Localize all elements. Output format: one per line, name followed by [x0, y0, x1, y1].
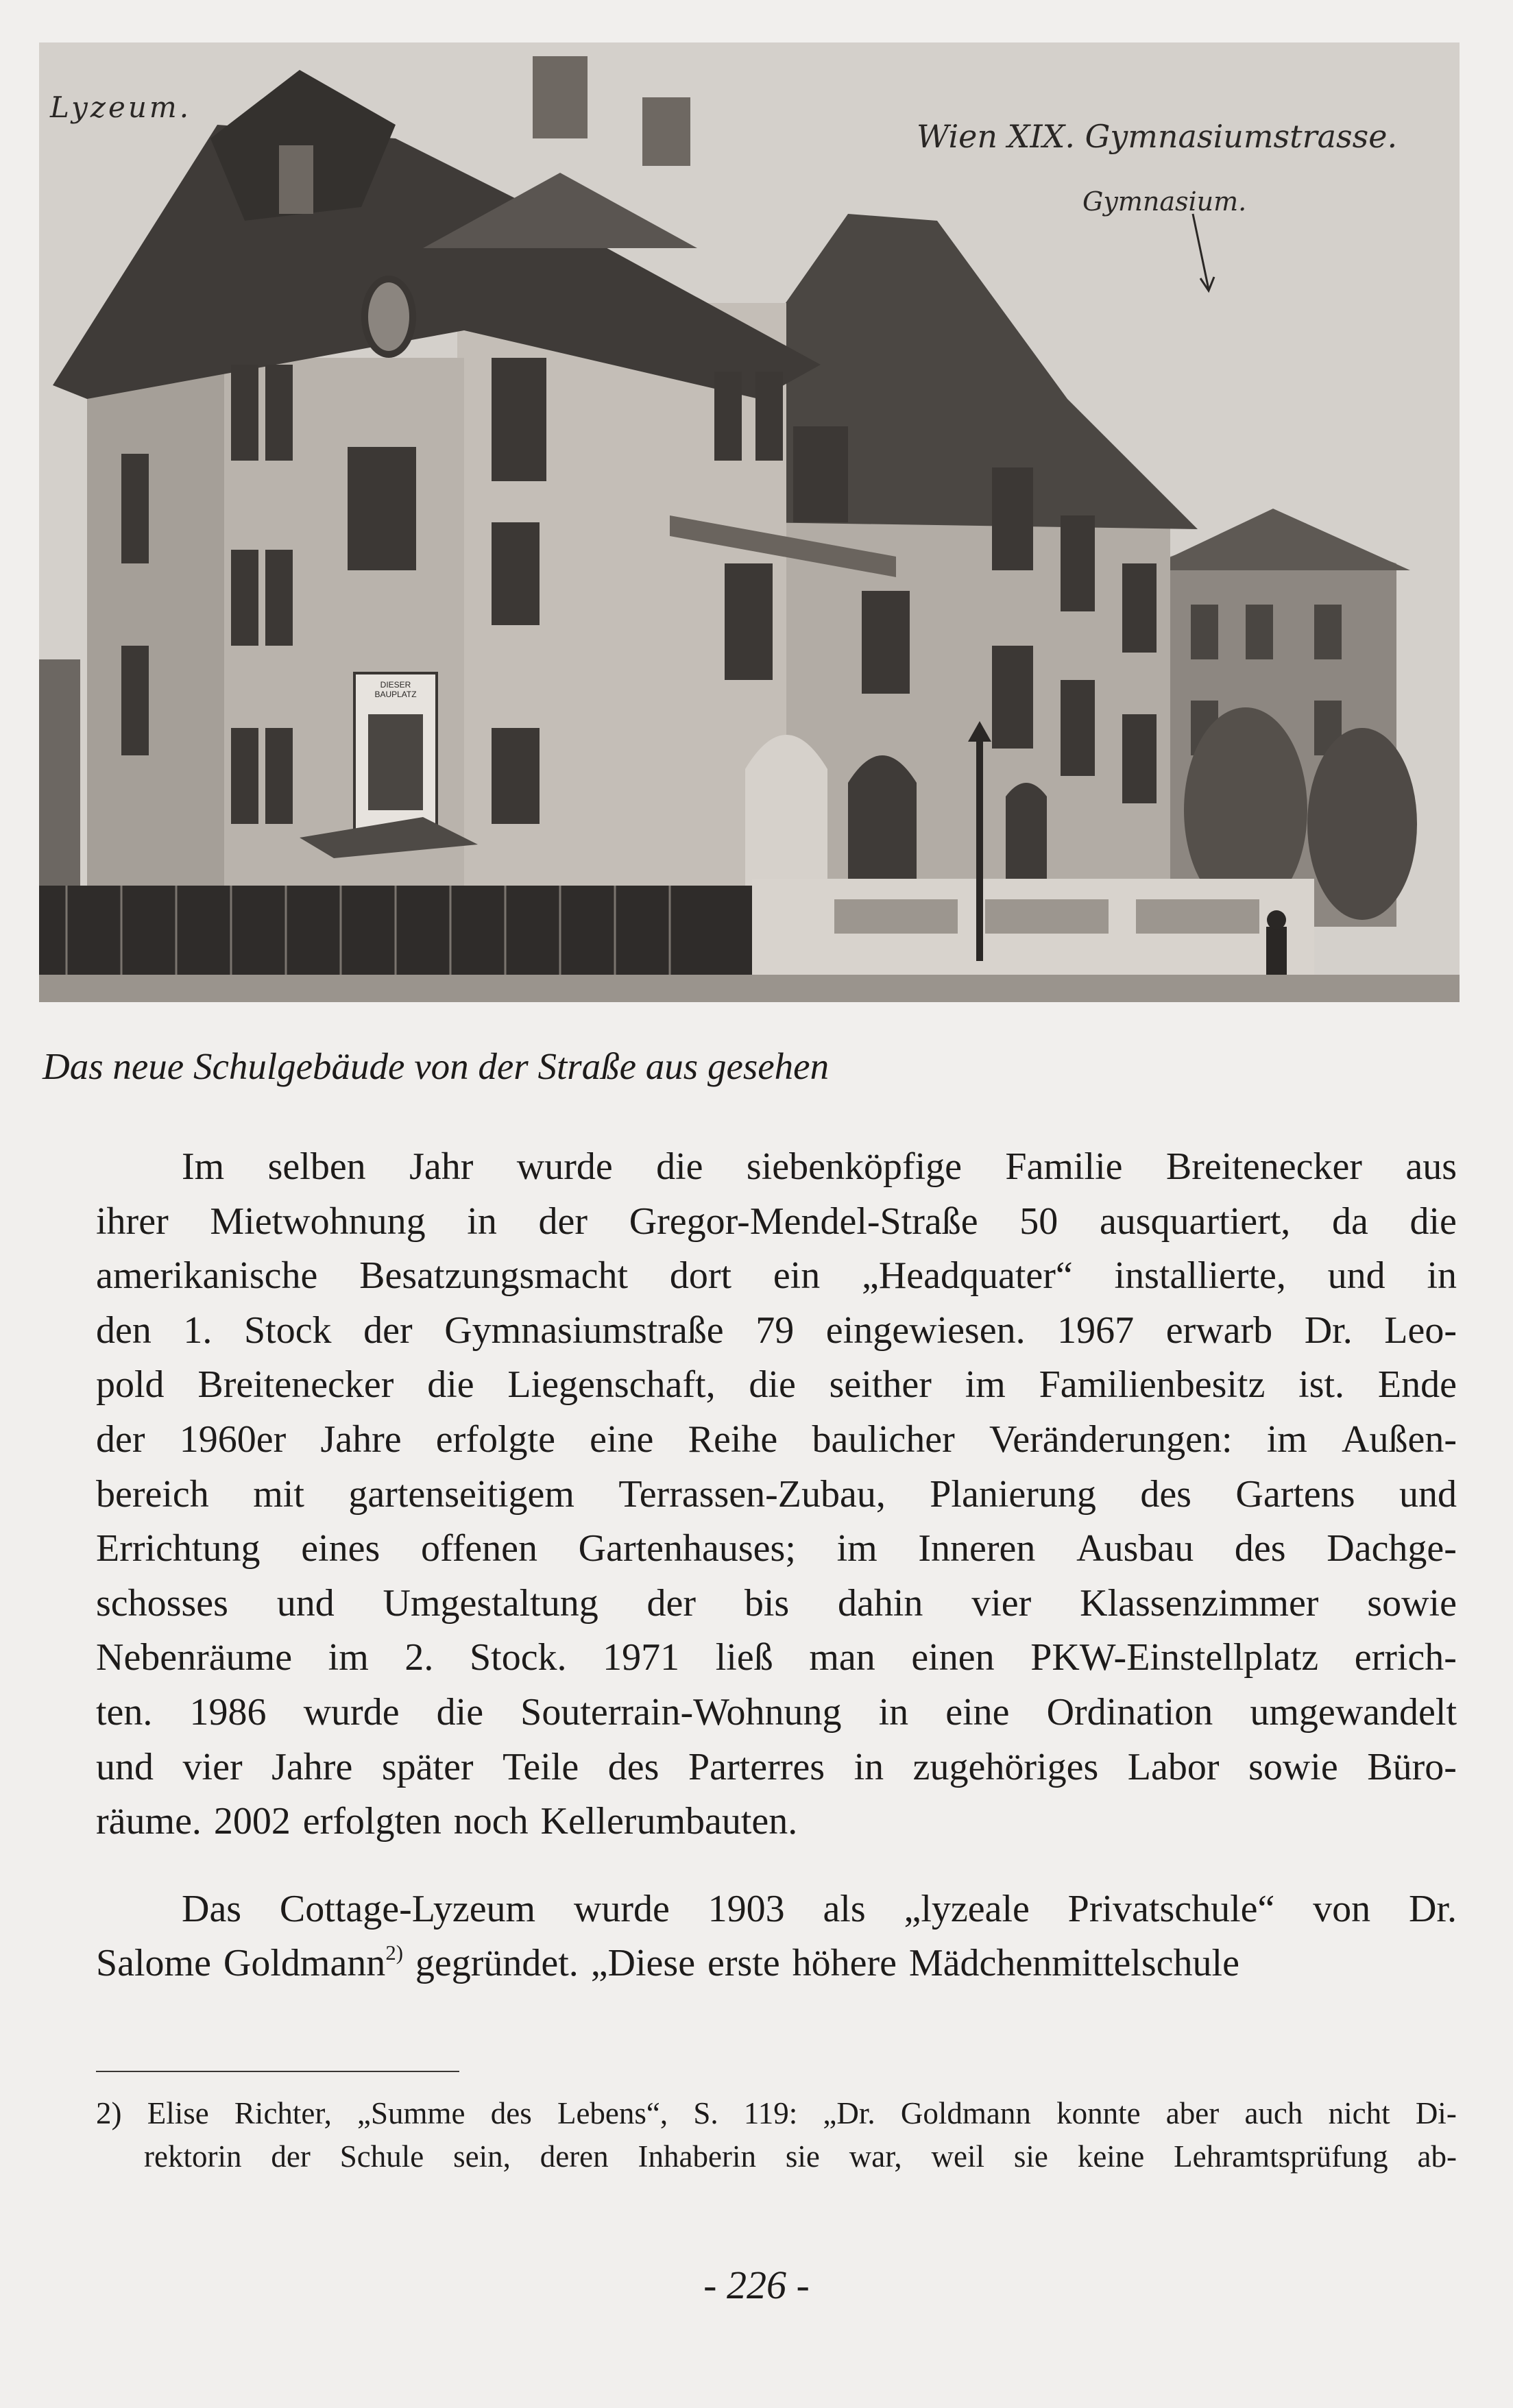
- word: 2): [96, 2096, 122, 2130]
- word: Inneren: [918, 1527, 1036, 1570]
- word: im: [1266, 1418, 1307, 1461]
- word: aber: [1165, 2096, 1220, 2130]
- word: PKW-Einstellplatz: [1030, 1636, 1319, 1679]
- word: bis: [744, 1581, 790, 1625]
- word: sie: [785, 2139, 820, 2174]
- word: siebenköpfige: [746, 1145, 963, 1188]
- word: Ende: [1377, 1363, 1457, 1407]
- word: Breitenecker: [197, 1363, 394, 1407]
- word: wurde: [573, 1887, 670, 1930]
- word: 1960er: [179, 1418, 287, 1461]
- word: als: [823, 1887, 866, 1930]
- text-line: [96, 1358, 1457, 1413]
- word: der: [271, 2139, 311, 2174]
- word: Richter,: [234, 2096, 332, 2130]
- word: 1.: [183, 1309, 213, 1352]
- word: Breitenecker: [1165, 1145, 1362, 1188]
- text-line: [96, 1249, 1457, 1304]
- word: Lebens“,: [557, 2096, 668, 2130]
- word: installierte,: [1114, 1254, 1286, 1298]
- word: Gartens: [1235, 1472, 1355, 1516]
- word: 1971: [603, 1636, 680, 1679]
- word: von: [1313, 1887, 1371, 1930]
- word: einen: [911, 1636, 995, 1679]
- word: 1967: [1057, 1309, 1135, 1352]
- photo-annotation-gymnasium: Gymnasium.: [1082, 186, 1247, 217]
- word: man: [809, 1636, 875, 1679]
- text-line: [96, 1577, 1457, 1631]
- word: eines: [301, 1527, 380, 1570]
- page-number: - 226 -: [703, 2263, 810, 2307]
- text-line: [96, 1686, 1457, 1740]
- word: 2.: [404, 1636, 434, 1679]
- word: Parterres: [688, 1745, 825, 1788]
- paragraph-2: [96, 1882, 1457, 1991]
- word: Ausbau: [1076, 1527, 1194, 1570]
- word: noch: [453, 1800, 529, 1843]
- word: des: [490, 2096, 532, 2130]
- paragraph-1: [96, 1140, 1457, 1849]
- footnote: [96, 2092, 1457, 2178]
- word: die: [1409, 1200, 1457, 1243]
- word: und: [1399, 1472, 1457, 1516]
- word: ist.: [1298, 1363, 1345, 1407]
- word: eine: [945, 1690, 1010, 1734]
- word: Terrassen-Zubau,: [618, 1472, 886, 1516]
- word: konnte: [1056, 2096, 1141, 2130]
- body-text: [96, 1140, 1457, 1991]
- word: „Headquater“: [862, 1254, 1073, 1298]
- word: der: [646, 1581, 697, 1625]
- word: Im: [182, 1145, 225, 1188]
- word: Salome: [96, 1942, 211, 1985]
- word: vier: [182, 1745, 243, 1788]
- word: vier: [971, 1581, 1032, 1625]
- word: rektorin: [144, 2139, 242, 2174]
- word: höhere: [792, 1942, 897, 1985]
- word: „lyzeale: [904, 1887, 1030, 1930]
- word: Gymnasiumstraße: [444, 1309, 724, 1352]
- word: Liegenschaft,: [507, 1363, 716, 1407]
- word: Jahre: [271, 1745, 353, 1788]
- word: im: [836, 1527, 877, 1570]
- word: in: [854, 1745, 884, 1788]
- word: schosses: [96, 1581, 228, 1625]
- word: in: [467, 1200, 497, 1243]
- word: Schule: [339, 2139, 424, 2174]
- word: Klassenzimmer: [1080, 1581, 1319, 1625]
- word: der: [538, 1200, 588, 1243]
- word: sie: [1013, 2139, 1048, 2174]
- text-line: [96, 1304, 1457, 1359]
- word: die: [656, 1145, 703, 1188]
- word: auch: [1244, 2096, 1303, 2130]
- word: der: [363, 1309, 413, 1352]
- word: eine: [590, 1418, 654, 1461]
- word: 119:: [743, 2096, 798, 2130]
- footnote-line: [144, 2135, 1457, 2178]
- word: amerikanische: [96, 1254, 318, 1298]
- word: Dr.: [1408, 1887, 1457, 1930]
- word: errich-: [1354, 1636, 1457, 1679]
- word: erwarb: [1165, 1309, 1273, 1352]
- word: erfolgten: [302, 1800, 441, 1843]
- word: Dachge-: [1327, 1527, 1457, 1570]
- word: baulicher: [812, 1418, 955, 1461]
- word: und: [276, 1581, 335, 1625]
- word: Planierung: [930, 1472, 1096, 1516]
- word: Familienbesitz: [1039, 1363, 1266, 1407]
- word: in: [1427, 1254, 1457, 1298]
- word: Veränderungen:: [989, 1418, 1233, 1461]
- word: ab-: [1417, 2139, 1457, 2174]
- footnote-separator: [96, 2071, 459, 2072]
- word: Stock: [243, 1309, 332, 1352]
- word: der: [96, 1418, 145, 1461]
- footnote-line: [96, 2092, 1457, 2135]
- word: Gregor-Mendel-Straße: [629, 1200, 978, 1243]
- word: umgewandelt: [1250, 1690, 1457, 1734]
- word: Souterrain-Wohnung: [520, 1690, 842, 1734]
- word: Dr.: [1304, 1309, 1353, 1352]
- word: gegründet.: [415, 1942, 579, 1985]
- word: Außen-: [1342, 1418, 1457, 1461]
- word: 79: [755, 1309, 795, 1352]
- text-line: [96, 1413, 1457, 1468]
- word: Jahre: [320, 1418, 402, 1461]
- footnote-marker: 2): [385, 1941, 403, 1965]
- word: Familie: [1005, 1145, 1123, 1188]
- word: nicht: [1328, 2096, 1390, 2130]
- word: mit: [253, 1472, 304, 1516]
- word: „Dr.: [823, 2096, 875, 2130]
- word: 50: [1019, 1200, 1058, 1243]
- word: ein: [773, 1254, 821, 1298]
- word: Umgestaltung: [383, 1581, 598, 1625]
- word: des: [1234, 1527, 1286, 1570]
- word: erste: [707, 1942, 780, 1985]
- word: Inhaberin: [638, 2139, 756, 2174]
- word: Gartenhauses;: [578, 1527, 796, 1570]
- word: 1903: [707, 1887, 785, 1930]
- word: Cottage-Lyzeum: [279, 1887, 536, 1930]
- word: pold: [96, 1363, 165, 1407]
- word: Besatzungsmacht: [359, 1254, 629, 1298]
- word: in: [878, 1690, 909, 1734]
- word: Reihe: [688, 1418, 778, 1461]
- word: bereich: [96, 1472, 209, 1516]
- word: wurde: [303, 1690, 400, 1734]
- word: Jahr: [409, 1145, 474, 1188]
- word: die: [749, 1363, 796, 1407]
- word: später: [381, 1745, 474, 1788]
- word: dahin: [838, 1581, 923, 1625]
- word: Das: [182, 1887, 242, 1930]
- word: 1986: [189, 1690, 267, 1734]
- word: im: [965, 1363, 1006, 1407]
- word: die: [427, 1363, 474, 1407]
- word: Elise: [147, 2096, 209, 2130]
- word: keine: [1077, 2139, 1145, 2174]
- word: ihrer: [96, 1200, 169, 1243]
- word: Goldmann: [900, 2096, 1031, 2130]
- word: wurde: [516, 1145, 613, 1188]
- word: Stock.: [469, 1636, 567, 1679]
- word: Goldmann$^{2)}$: [223, 1941, 403, 1985]
- text-line: [96, 1195, 1457, 1250]
- word: „Summe: [357, 2096, 465, 2130]
- word: Errichtung: [96, 1527, 261, 1570]
- word: ließ: [715, 1636, 773, 1679]
- text-line: [182, 1140, 1457, 1195]
- word: Di-: [1415, 2096, 1457, 2130]
- text-line: [96, 1631, 1457, 1686]
- word: sowie: [1248, 1745, 1338, 1788]
- word: Teile: [503, 1745, 579, 1788]
- word: des: [607, 1745, 659, 1788]
- text-line: [96, 1522, 1457, 1577]
- word: Nebenräume: [96, 1636, 293, 1679]
- building-photo: [39, 42, 1460, 1002]
- word: Mädchenmittelschule: [908, 1942, 1239, 1985]
- word: selben: [267, 1145, 366, 1188]
- photo-annotation-address: Wien XIX. Gymnasiumstrasse.: [917, 118, 1398, 155]
- word: die: [436, 1690, 484, 1734]
- photo-annotation-lyzeum: Lyzeum.: [50, 90, 192, 124]
- word: dort: [669, 1254, 732, 1298]
- word: ausquartiert,: [1099, 1200, 1291, 1243]
- text-line: [96, 1795, 1457, 1849]
- word: weil: [931, 2139, 985, 2174]
- text-line: [96, 1936, 1457, 1991]
- word: da: [1331, 1200, 1368, 1243]
- word: deren: [540, 2139, 609, 2174]
- word: war,: [849, 2139, 902, 2174]
- text-line: [96, 1468, 1457, 1522]
- word: sein,: [453, 2139, 511, 2174]
- word: Leo-: [1384, 1309, 1457, 1352]
- word: sowie: [1367, 1581, 1457, 1625]
- word: „Diese: [590, 1942, 696, 1985]
- word: Kellerumbauten.: [540, 1800, 798, 1843]
- word: den: [96, 1309, 152, 1352]
- word: offenen: [420, 1527, 537, 1570]
- word: Lehramtsprüfung: [1174, 2139, 1388, 2174]
- photo-sign-text: DIESER BAUPLATZ: [374, 680, 417, 699]
- word: des: [1140, 1472, 1191, 1516]
- word: erfolgte: [435, 1418, 555, 1461]
- word: und: [1327, 1254, 1385, 1298]
- word: 2002: [213, 1800, 291, 1843]
- word: zugehöriges: [912, 1745, 1099, 1788]
- word: und: [96, 1745, 154, 1788]
- word: im: [328, 1636, 369, 1679]
- word: gartenseitigem: [348, 1472, 574, 1516]
- word: Mietwohnung: [210, 1200, 426, 1243]
- photo-caption: Das neue Schulgebäude von der Straße aus gesehen: [43, 1045, 830, 1087]
- word: räume.: [96, 1800, 202, 1843]
- word: S.: [693, 2096, 718, 2130]
- text-line: [96, 1740, 1457, 1795]
- text-line: [182, 1882, 1457, 1937]
- word: Büro-: [1367, 1745, 1457, 1788]
- word: aus: [1405, 1145, 1457, 1188]
- word: ten.: [96, 1690, 153, 1734]
- word: seither: [829, 1363, 932, 1407]
- word: eingewiesen.: [825, 1309, 1026, 1352]
- word: Privatschule“: [1067, 1887, 1275, 1930]
- word: Labor: [1127, 1745, 1220, 1788]
- word: Ordination: [1046, 1690, 1213, 1734]
